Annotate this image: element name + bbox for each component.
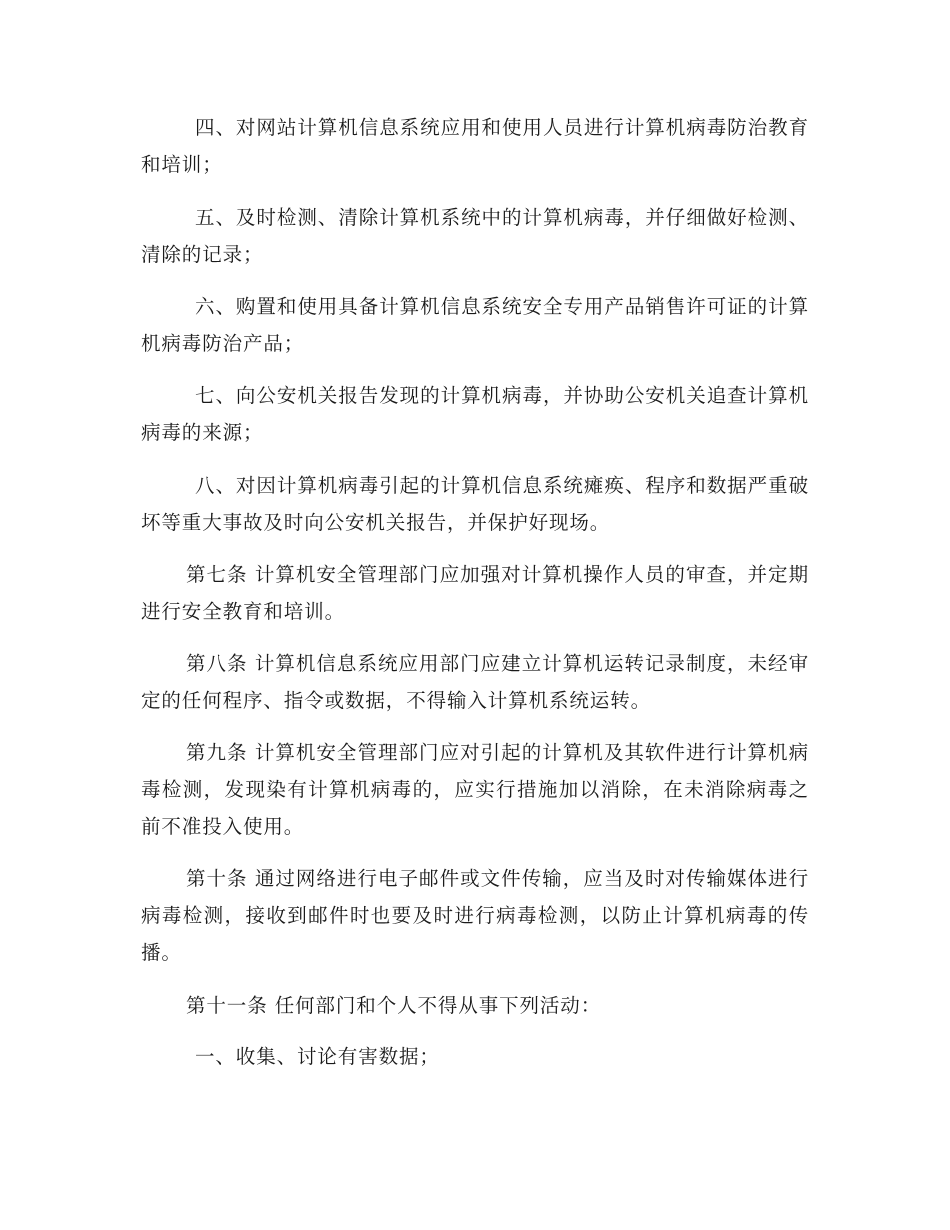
prohibited-item-1: 一、收集、讨论有害数据； [195,1045,440,1068]
paragraph-item-5: 五、及时检测、清除计算机系统中的计算机病毒，并仔细做好检测、清除的记录； [141,206,809,266]
paragraph-item-4: 四、对网站计算机信息系统应用和使用人员进行计算机病毒防治教育和培训； [141,116,809,176]
article-10: 第十条 通过网络进行电子邮件或文件传输，应当及时对传输媒体进行病毒检测，接收到邮件时也要及时进行病毒检测，以防止计算机病毒的传播。 [141,867,809,964]
paragraph-item-6: 六、购置和使用具备计算机信息系统安全专用产品销售许可证的计算机病毒防治产品； [141,295,809,355]
paragraph-item-8: 八、对因计算机病毒引起的计算机信息系统瘫痪、程序和数据严重破坏等重大事故及时向公安机关报告，并保护好现场。 [141,474,809,534]
article-8: 第八条 计算机信息系统应用部门应建立计算机运转记录制度，未经审定的任何程序、指令或数据，不得输入计算机系统运转。 [141,652,809,712]
article-7: 第七条 计算机安全管理部门应加强对计算机操作人员的审查，并定期进行安全教育和培训。 [141,563,809,623]
article-9: 第九条 计算机安全管理部门应对引起的计算机及其软件进行计算机病毒检测，发现染有计算机病毒的，应实行措施加以消除，在未消除病毒之前不准投入使用。 [141,741,809,838]
article-11: 第十一条 任何部门和个人不得从事下列活动： [186,994,602,1017]
paragraph-item-7: 七、向公安机关报告发现的计算机病毒，并协助公安机关追查计算机病毒的来源； [141,384,809,444]
